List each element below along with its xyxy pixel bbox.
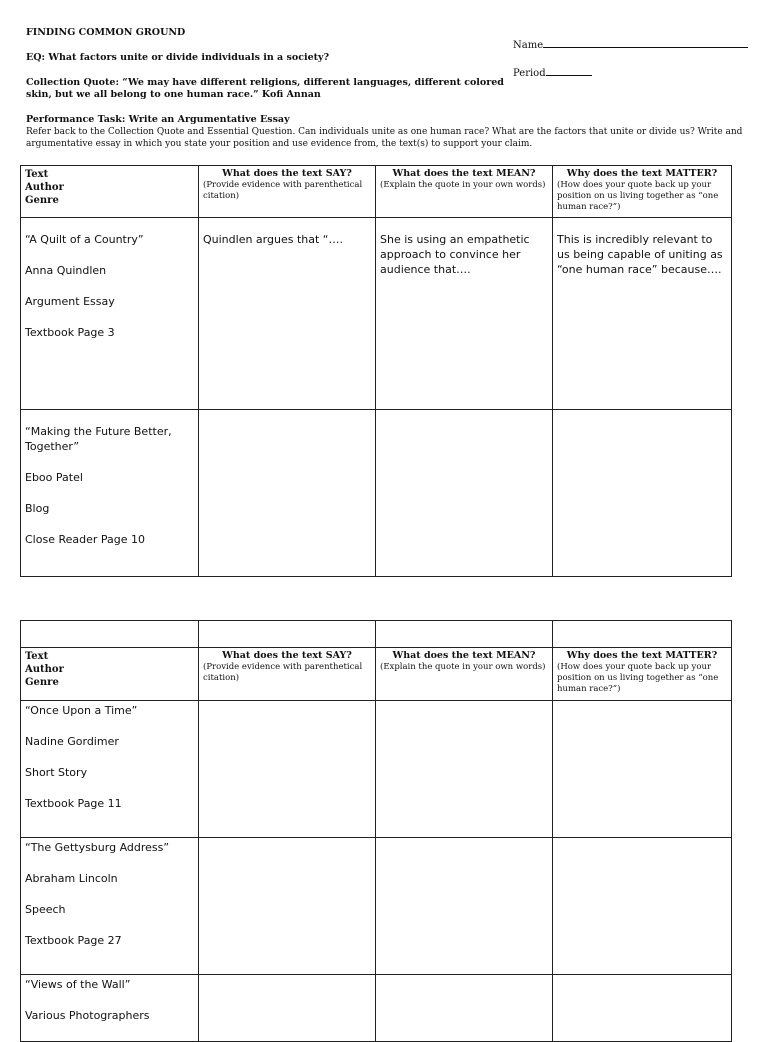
text-author: Eboo Patel: [25, 471, 83, 484]
text-genre: Argument Essay: [25, 295, 115, 308]
period-blank[interactable]: [546, 66, 592, 76]
empty-cell: [553, 621, 732, 648]
text-genre: Short Story: [25, 766, 88, 779]
header-mean: [376, 648, 553, 701]
table-row: [21, 838, 732, 975]
header-genre-label: Genre: [25, 195, 59, 206]
mean-cell[interactable]: [376, 838, 553, 975]
table-header-row: [21, 166, 732, 218]
header-matter: [553, 166, 732, 218]
say-cell[interactable]: Quindlen argues that “….: [199, 218, 376, 410]
text-author: Abraham Lincoln: [25, 872, 118, 885]
header-say-sub: (Provide evidence with parenthetical citation): [203, 180, 363, 201]
period-field[interactable]: [513, 66, 592, 79]
matter-cell[interactable]: [553, 975, 732, 1042]
name-blank[interactable]: [543, 38, 748, 48]
text-genre: Speech: [25, 903, 66, 916]
performance-task-body: Refer back to the Collection Quote and Essential Question. Can individuals unite as one human race? What are the factors that unite or divide us? Write and argumentative essay in which you state your position and use evidence from, the text(s) to support your claim.: [26, 127, 743, 149]
table-row: [21, 218, 732, 410]
matter-cell[interactable]: [553, 410, 732, 577]
header-matter-sub: (How does your quote back up your position on us living together as “one human race?”): [557, 662, 719, 694]
text-title: “A Quilt of a Country”: [25, 233, 144, 246]
text-info-cell: [21, 975, 199, 1042]
header-matter-title: Why does the text MATTER?: [566, 650, 718, 661]
text-title: “Making the Future Better, Together”: [25, 425, 172, 453]
text-page: Close Reader Page 10: [25, 533, 146, 546]
header-author-label: Author: [25, 182, 64, 193]
header-author-label: Author: [25, 664, 64, 675]
header-text-label: Text: [25, 169, 49, 180]
header-say-title: What does the text SAY?: [222, 168, 352, 179]
matter-cell[interactable]: [553, 701, 732, 838]
header-say-sub: (Provide evidence with parenthetical citation): [203, 662, 363, 683]
text-info-cell: [21, 218, 199, 410]
empty-cell: [376, 621, 553, 648]
header-say: [199, 166, 376, 218]
header-text-author-genre: [21, 166, 199, 218]
text-title: “The Gettysburg Address”: [25, 841, 170, 854]
matter-cell[interactable]: [553, 838, 732, 975]
text-page: Textbook Page 11: [25, 797, 122, 810]
text-info-cell: [21, 838, 199, 975]
header-text-label: Text: [25, 651, 49, 662]
text-info-cell: [21, 410, 199, 577]
text-info-cell: [21, 701, 199, 838]
say-cell[interactable]: [199, 975, 376, 1042]
mean-cell[interactable]: [376, 410, 553, 577]
text-author: Anna Quindlen: [25, 264, 107, 277]
header-mean-sub: (Explain the quote in your own words): [380, 662, 546, 672]
mean-cell[interactable]: [376, 701, 553, 838]
header-say-title: What does the text SAY?: [222, 650, 352, 661]
period-label: Period: [513, 68, 546, 79]
performance-task-title: Performance Task: Write an Argumentative Essay: [26, 114, 290, 125]
header-mean-sub: (Explain the quote in your own words): [380, 180, 546, 190]
table-row: [21, 975, 732, 1042]
text-author: Various Photographers: [25, 1009, 150, 1022]
header-text-author-genre: [21, 648, 199, 701]
header-mean-title: What does the text MEAN?: [392, 168, 536, 179]
essential-question: EQ: What factors unite or divide individuals in a society?: [26, 52, 330, 63]
text-page: Textbook Page 27: [25, 934, 122, 947]
worksheet-title: FINDING COMMON GROUND: [26, 27, 186, 38]
table-row: [21, 410, 732, 577]
empty-cell: [21, 621, 199, 648]
name-label: Name: [513, 40, 544, 51]
graphic-organizer-table-1: [20, 165, 732, 577]
header-genre-label: Genre: [25, 677, 59, 688]
matter-cell[interactable]: This is incredibly relevant to us being capable of uniting as “one human race” because….: [553, 218, 732, 410]
say-cell[interactable]: [199, 701, 376, 838]
graphic-organizer-table-2: [20, 620, 732, 1042]
mean-cell[interactable]: [376, 975, 553, 1042]
table-empty-row: [21, 621, 732, 648]
header-mean: [376, 166, 553, 218]
say-cell[interactable]: [199, 838, 376, 975]
header-say: [199, 648, 376, 701]
text-page: Textbook Page 3: [25, 326, 115, 339]
empty-cell: [199, 621, 376, 648]
text-author: Nadine Gordimer: [25, 735, 119, 748]
say-cell[interactable]: [199, 410, 376, 577]
text-genre: Blog: [25, 502, 50, 515]
header-matter-title: Why does the text MATTER?: [566, 168, 718, 179]
mean-cell[interactable]: She is using an empathetic approach to convince her audience that….: [376, 218, 553, 410]
text-title: “Views of the Wall”: [25, 978, 131, 991]
header-mean-title: What does the text MEAN?: [392, 650, 536, 661]
table-row: [21, 701, 732, 838]
text-title: “Once Upon a Time”: [25, 704, 138, 717]
header-matter-sub: (How does your quote back up your position on us living together as “one human race?”): [557, 180, 719, 212]
name-field[interactable]: [513, 38, 748, 51]
table-header-row: [21, 648, 732, 701]
header-matter: [553, 648, 732, 701]
collection-quote: Collection Quote: “We may have different religions, different languages, different colored skin, but we all belong to one human race.” Kofi Annan: [26, 77, 504, 100]
